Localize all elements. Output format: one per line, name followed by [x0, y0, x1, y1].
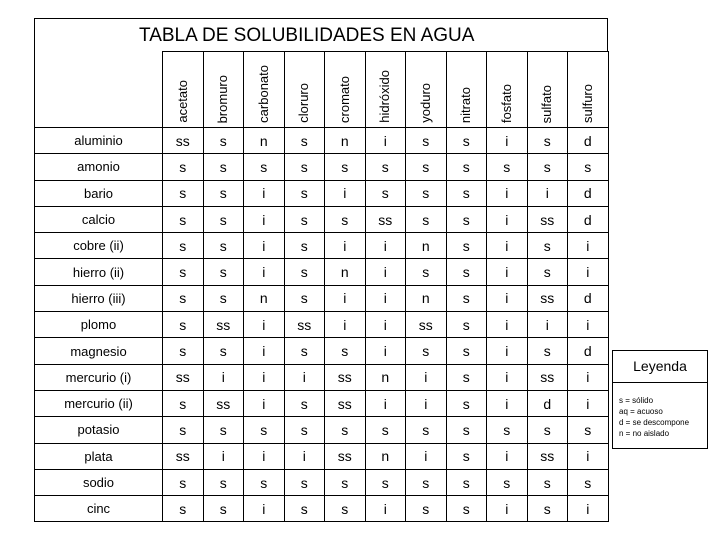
solubility-cell: i [487, 338, 528, 364]
solubility-cell: ss [406, 312, 447, 338]
solubility-cell: s [487, 417, 528, 443]
solubility-cell: i [325, 233, 366, 259]
column-header-label: carbonato [255, 65, 271, 123]
solubility-cell: s [446, 154, 487, 180]
column-header-cloruro [284, 52, 325, 128]
solubility-cell: s [203, 469, 244, 495]
solubility-cell: i [568, 390, 609, 416]
solubility-cell: s [325, 469, 366, 495]
solubility-cell: s [568, 417, 609, 443]
solubility-cell: s [568, 469, 609, 495]
solubility-cell: i [487, 285, 528, 311]
solubility-cell: ss [325, 364, 366, 390]
solubility-cell: s [203, 259, 244, 285]
solubility-cell: i [406, 364, 447, 390]
solubility-cell: s [325, 496, 366, 522]
table-row [35, 364, 609, 390]
row-header-cation: potasio [35, 417, 163, 443]
solubility-cell: s [163, 233, 204, 259]
table-row [35, 206, 609, 232]
solubility-cell: ss [527, 206, 568, 232]
solubility-cell: i [244, 180, 285, 206]
solubility-cell: s [284, 206, 325, 232]
table-row [35, 259, 609, 285]
column-header-cromato [325, 52, 366, 128]
solubility-cell: s [568, 154, 609, 180]
row-header-cation: mercurio (i) [35, 364, 163, 390]
solubility-cell: i [325, 312, 366, 338]
solubility-cell: i [487, 443, 528, 469]
solubility-cell: s [446, 390, 487, 416]
solubility-cell: n [325, 259, 366, 285]
legend-item: s = sólido [619, 396, 654, 405]
solubility-cell: s [446, 233, 487, 259]
solubility-cell: s [406, 338, 447, 364]
table-row [35, 496, 609, 522]
solubility-cell: s [446, 417, 487, 443]
solubility-cell: s [446, 496, 487, 522]
solubility-cell: s [163, 285, 204, 311]
row-header-cation: plata [35, 443, 163, 469]
legend-item: aq = acuoso [619, 407, 663, 416]
solubility-cell: s [446, 259, 487, 285]
solubility-cell: s [365, 154, 406, 180]
solubility-cell: s [446, 469, 487, 495]
solubility-cell: ss [527, 285, 568, 311]
solubility-cell: i [365, 338, 406, 364]
column-header-label: sulfuro [579, 83, 595, 123]
solubility-cell: d [568, 338, 609, 364]
solubility-cell: s [365, 180, 406, 206]
solubility-cell: s [203, 285, 244, 311]
solubility-cell: s [284, 390, 325, 416]
solubility-cell: i [527, 312, 568, 338]
column-header-carbonato [244, 52, 285, 128]
solubility-cell: n [244, 285, 285, 311]
solubility-cell: s [406, 206, 447, 232]
solubility-cell: s [203, 417, 244, 443]
solubility-cell: i [284, 364, 325, 390]
solubility-cell: s [244, 417, 285, 443]
column-header-label: hidróxido [377, 70, 393, 123]
solubility-cell: s [163, 180, 204, 206]
solubility-cell: s [446, 443, 487, 469]
solubility-cell: i [244, 443, 285, 469]
solubility-cell: i [203, 443, 244, 469]
solubility-cell: s [203, 206, 244, 232]
solubility-cell: i [568, 312, 609, 338]
solubility-cell: s [284, 128, 325, 154]
solubility-cell: i [244, 312, 285, 338]
solubility-cell: s [163, 496, 204, 522]
solubility-cell: s [163, 417, 204, 443]
solubility-cell: i [365, 496, 406, 522]
table-row [35, 128, 609, 154]
table-row [35, 233, 609, 259]
solubility-cell: s [163, 154, 204, 180]
solubility-cell: d [568, 180, 609, 206]
solubility-cell: i [487, 233, 528, 259]
solubility-cell: s [406, 180, 447, 206]
solubility-cell: s [163, 259, 204, 285]
solubility-cell: i [487, 312, 528, 338]
legend-item: n = no aislado [619, 429, 670, 438]
solubility-cell: i [365, 128, 406, 154]
solubility-cell: i [487, 128, 528, 154]
solubility-table [34, 51, 609, 522]
column-header-yoduro [406, 52, 447, 128]
solubility-cell: i [203, 364, 244, 390]
solubility-cell: s [244, 469, 285, 495]
solubility-cell: s [446, 128, 487, 154]
solubility-cell: s [203, 128, 244, 154]
solubility-cell: s [203, 180, 244, 206]
row-header-cation: mercurio (ii) [35, 390, 163, 416]
solubility-cell: s [406, 469, 447, 495]
table-row [35, 338, 609, 364]
column-header-bromuro [203, 52, 244, 128]
solubility-cell: s [406, 496, 447, 522]
column-header-label: cromato [336, 76, 352, 123]
solubility-cell: i [487, 180, 528, 206]
table-row [35, 390, 609, 416]
solubility-cell: i [487, 390, 528, 416]
column-header-sulfuro [568, 52, 609, 128]
solubility-cell: i [325, 180, 366, 206]
solubility-cell: i [284, 443, 325, 469]
solubility-cell: s [446, 180, 487, 206]
solubility-cell: i [365, 233, 406, 259]
legend-body [612, 383, 708, 449]
solubility-cell: ss [527, 443, 568, 469]
column-header-sulfato [527, 52, 568, 128]
solubility-cell: i [244, 364, 285, 390]
table-row [35, 180, 609, 206]
solubility-cell: s [446, 206, 487, 232]
solubility-cell: s [284, 469, 325, 495]
table-row [35, 417, 609, 443]
solubility-cell: ss [203, 312, 244, 338]
solubility-cell: i [487, 259, 528, 285]
solubility-cell: i [244, 390, 285, 416]
solubility-cell: s [527, 128, 568, 154]
solubility-cell: i [568, 496, 609, 522]
solubility-cell: s [244, 154, 285, 180]
solubility-cell: n [244, 128, 285, 154]
solubility-cell: n [406, 285, 447, 311]
solubility-cell: i [244, 338, 285, 364]
row-header-cation: calcio [35, 206, 163, 232]
solubility-cell: s [446, 364, 487, 390]
solubility-cell: s [325, 338, 366, 364]
solubility-cell: s [487, 154, 528, 180]
solubility-cell: s [446, 285, 487, 311]
table-body [35, 128, 609, 522]
solubility-cell: ss [365, 206, 406, 232]
solubility-cell: n [406, 233, 447, 259]
solubility-cell: i [487, 206, 528, 232]
column-header-label: fosfato [498, 83, 514, 123]
row-header-cation: hierro (ii) [35, 259, 163, 285]
legend-item: d = se descompone [619, 418, 690, 427]
solubility-cell: i [244, 206, 285, 232]
row-header-cation: amonio [35, 154, 163, 180]
solubility-cell: s [527, 259, 568, 285]
solubility-cell: i [527, 180, 568, 206]
column-header-label: yoduro [417, 83, 433, 123]
solubility-cell: i [365, 390, 406, 416]
row-header-cation: sodio [35, 469, 163, 495]
solubility-cell: i [244, 259, 285, 285]
solubility-cell: s [446, 338, 487, 364]
solubility-cell: i [244, 233, 285, 259]
solubility-cell: i [325, 285, 366, 311]
solubility-cell: ss [203, 390, 244, 416]
solubility-cell: i [568, 233, 609, 259]
solubility-cell: s [527, 496, 568, 522]
solubility-cell: s [163, 206, 204, 232]
column-header-acetato [163, 52, 204, 128]
table-row [35, 312, 609, 338]
column-header-nitrato [446, 52, 487, 128]
solubility-cell: ss [163, 443, 204, 469]
solubility-cell: ss [325, 390, 366, 416]
table-header-row [35, 52, 609, 128]
solubility-cell: s [284, 417, 325, 443]
solubility-cell: s [284, 259, 325, 285]
column-header-label: sulfato [539, 84, 555, 123]
solubility-cell: s [527, 338, 568, 364]
solubility-cell: s [163, 338, 204, 364]
column-header-hidr-xido [365, 52, 406, 128]
row-header-cation: bario [35, 180, 163, 206]
solubility-cell: i [487, 364, 528, 390]
solubility-cell: i [568, 259, 609, 285]
table-row [35, 443, 609, 469]
solubility-cell: i [406, 443, 447, 469]
solubility-cell: i [365, 312, 406, 338]
legend-title: Leyenda [612, 350, 708, 383]
solubility-cell: i [568, 364, 609, 390]
row-header-cation: plomo [35, 312, 163, 338]
column-header-label: nitrato [458, 86, 474, 123]
column-header-label: bromuro [215, 74, 231, 123]
solubility-cell: s [284, 233, 325, 259]
table-row [35, 285, 609, 311]
solubility-cell: s [406, 154, 447, 180]
row-header-cation: cinc [35, 496, 163, 522]
table-row [35, 154, 609, 180]
column-header-label: acetato [174, 80, 190, 123]
solubility-cell: s [487, 469, 528, 495]
row-header-cation: aluminio [35, 128, 163, 154]
solubility-cell: ss [284, 312, 325, 338]
solubility-cell: s [325, 417, 366, 443]
column-header-label: cloruro [296, 83, 312, 123]
table-row [35, 469, 609, 495]
column-header-fosfato [487, 52, 528, 128]
solubility-cell: s [527, 233, 568, 259]
solubility-cell: d [568, 285, 609, 311]
row-header-cation: magnesio [35, 338, 163, 364]
solubility-cell: s [527, 469, 568, 495]
solubility-cell: i [244, 496, 285, 522]
solubility-cell: s [284, 496, 325, 522]
solubility-cell: ss [325, 443, 366, 469]
solubility-cell: ss [163, 128, 204, 154]
solubility-cell: s [365, 469, 406, 495]
solubility-cell: s [406, 259, 447, 285]
page-title: TABLA DE SOLUBILIDADES EN AGUA [34, 18, 608, 52]
solubility-cell: n [325, 128, 366, 154]
solubility-cell: s [527, 154, 568, 180]
solubility-cell: s [203, 233, 244, 259]
solubility-cell: i [568, 443, 609, 469]
solubility-cell: s [284, 285, 325, 311]
solubility-cell: i [406, 390, 447, 416]
solubility-cell: ss [163, 364, 204, 390]
solubility-cell: i [487, 496, 528, 522]
solubility-cell: d [568, 128, 609, 154]
table-corner-cell [35, 52, 163, 128]
row-header-cation: hierro (iii) [35, 285, 163, 311]
solubility-cell: s [163, 312, 204, 338]
solubility-cell: s [365, 417, 406, 443]
solubility-cell: s [406, 128, 447, 154]
solubility-cell: s [163, 469, 204, 495]
solubility-cell: d [568, 206, 609, 232]
solubility-cell: i [365, 259, 406, 285]
solubility-cell: s [325, 154, 366, 180]
solubility-cell: d [527, 390, 568, 416]
solubility-cell: i [365, 285, 406, 311]
solubility-cell: n [365, 364, 406, 390]
solubility-cell: s [284, 154, 325, 180]
row-header-cation: cobre (ii) [35, 233, 163, 259]
solubility-cell: s [406, 417, 447, 443]
solubility-cell: s [446, 312, 487, 338]
solubility-cell: s [284, 338, 325, 364]
solubility-cell: s [163, 390, 204, 416]
solubility-cell: n [365, 443, 406, 469]
solubility-cell: s [284, 180, 325, 206]
solubility-cell: s [203, 496, 244, 522]
solubility-cell: s [203, 154, 244, 180]
solubility-cell: s [527, 417, 568, 443]
solubility-cell: ss [527, 364, 568, 390]
solubility-cell: s [203, 338, 244, 364]
solubility-cell: s [325, 206, 366, 232]
